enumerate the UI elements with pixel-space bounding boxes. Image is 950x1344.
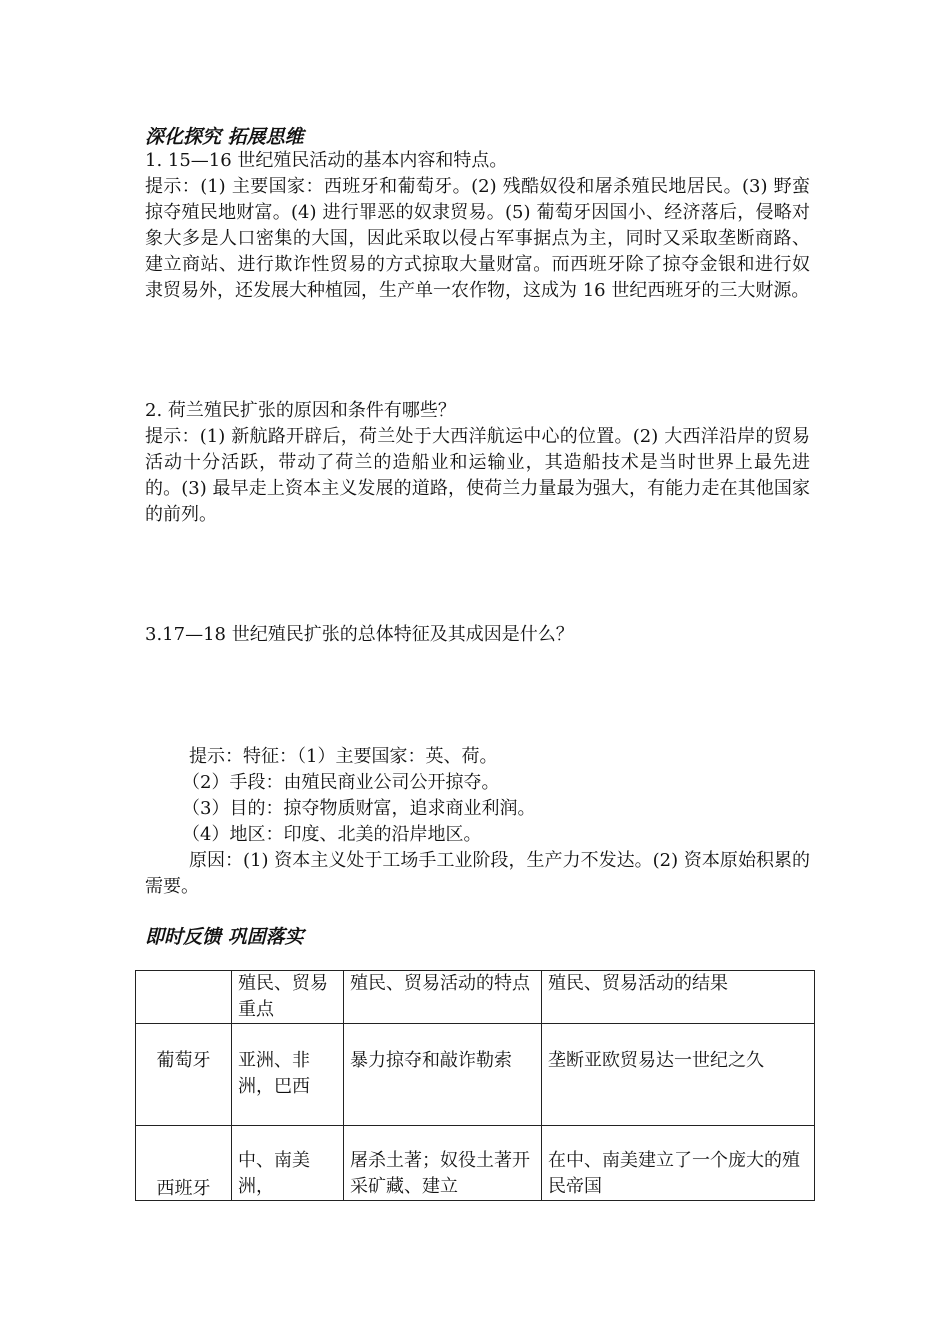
question-3-hint-block xyxy=(145,744,810,848)
question-3-hint-line-3: （3）目的：掠夺物质财富，追求商业利润。 xyxy=(182,798,536,819)
table-cell-features: 暴力掠夺和敲诈勒索 xyxy=(344,1024,542,1126)
question-3-hint-line-1: 提示：特征：（1）主要国家：英、荷。 xyxy=(189,746,498,767)
table-cell-result: 在中、南美建立了一个庞大的殖民帝国 xyxy=(542,1126,815,1201)
section-title-deepen: 深化探究 拓展思维 xyxy=(145,126,304,148)
table-cell-country: 葡萄牙 xyxy=(136,1024,232,1126)
table-header-row xyxy=(136,971,815,1024)
table-header-cell: 殖民、贸易重点 xyxy=(232,971,344,1024)
question-2: 2. 荷兰殖民扩张的原因和条件有哪些？ xyxy=(145,400,456,421)
table-header-cell: 殖民、贸易活动的特点 xyxy=(344,971,542,1024)
question-1: 1. 15—16 世纪殖民活动的基本内容和特点。 xyxy=(145,150,508,171)
question-2-block xyxy=(145,398,810,528)
colonial-trade-table xyxy=(135,970,815,1201)
question-3-cause: 原因：(1) 资本主义处于工场手工业阶段，生产力不发达。(2) 资本原始积累的需要。 xyxy=(145,850,810,897)
table-row xyxy=(136,1126,815,1201)
table-row xyxy=(136,1024,815,1126)
table-cell-focus: 中、南美洲， xyxy=(232,1126,344,1201)
table-cell-result: 垄断亚欧贸易达一世纪之久 xyxy=(542,1024,815,1126)
question-3-hint-line-2: （2）手段：由殖民商业公司公开掠夺。 xyxy=(182,772,500,793)
table-cell-country xyxy=(136,1126,232,1201)
section-title-feedback: 即时反馈 巩固落实 xyxy=(145,926,304,948)
table-cell-country-text: 西班牙 xyxy=(156,1178,211,1199)
question-3-hint-line-4: （4）地区：印度、北美的沿岸地区。 xyxy=(182,824,482,845)
table-header-cell xyxy=(136,971,232,1024)
question-3-block xyxy=(145,622,810,648)
question-3: 3.17—18 世纪殖民扩张的总体特征及其成因是什么？ xyxy=(145,624,574,645)
question-1-hint: 提示：(1) 主要国家：西班牙和葡萄牙。(2) 残酷奴役和屠杀殖民地居民。(3) 野蛮掠夺殖民地财富。(4) 进行罪恶的奴隶贸易。(5) 葡萄牙因国小、经济落后，侵略对象大多是人口密集的大国，因此采取以侵占军事据点为主，同时又采取垄断商路、建立商站、进行欺诈性贸易的方式掠取大量财富。而西班牙除了掠夺金银和进行奴隶贸易外，还发展大种植园，生产单一农作物，这成为 16 世纪西班牙的三大财源。 xyxy=(145,176,810,301)
table-header-cell: 殖民、贸易活动的结果 xyxy=(542,971,815,1024)
question-1-block xyxy=(145,148,810,304)
table-cell-features: 屠杀土著；奴役土著开采矿藏、建立 xyxy=(344,1126,542,1201)
table-cell-focus: 亚洲、非洲，巴西 xyxy=(232,1024,344,1126)
question-2-hint: 提示：(1) 新航路开辟后，荷兰处于大西洋航运中心的位置。(2) 大西洋沿岸的贸易活动十分活跃，带动了荷兰的造船业和运输业，其造船技术是当时世界上最先进的。(3) 最早走上资本主义发展的道路，使荷兰力量最为强大，有能力走在其他国家的前列。 xyxy=(145,426,810,525)
